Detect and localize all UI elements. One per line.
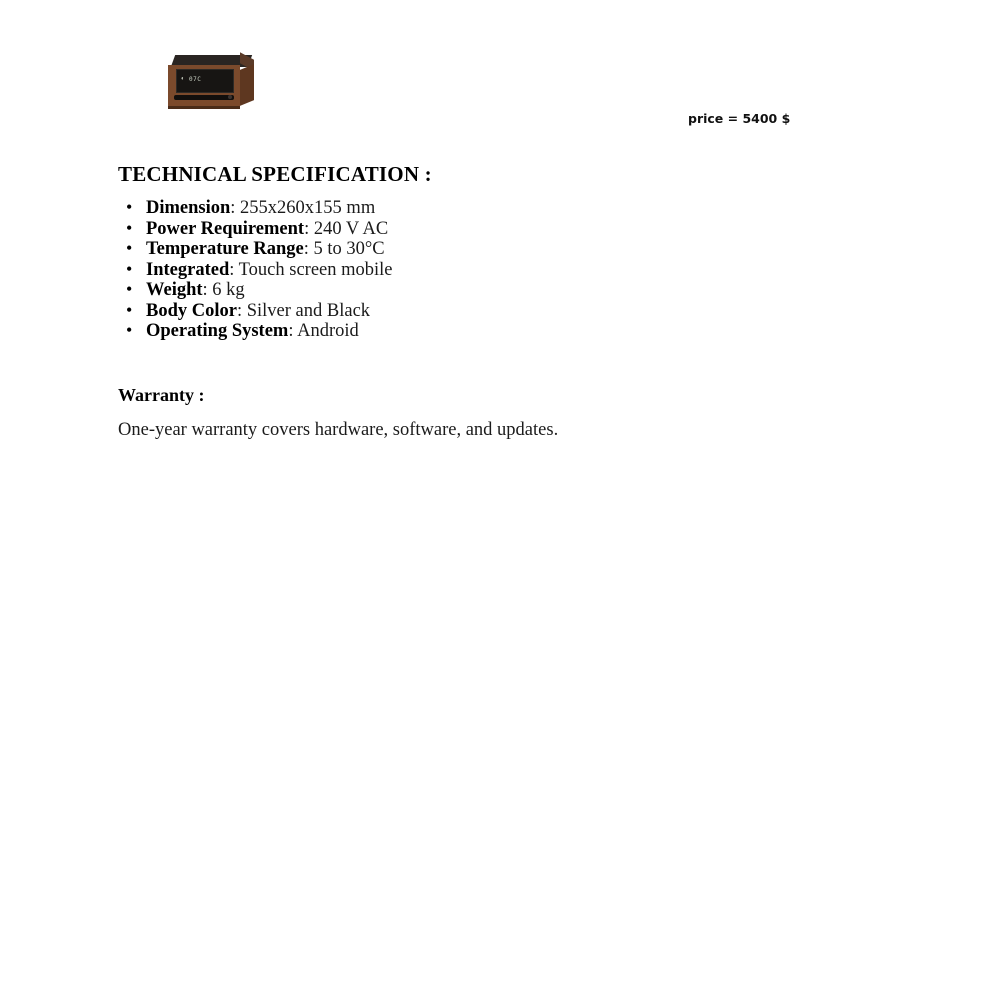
device-slot [174, 95, 234, 100]
device-screen [176, 69, 234, 93]
spec-value: : Android [288, 321, 359, 341]
warranty-title: Warranty : [118, 385, 205, 405]
spec-value: : 5 to 30°C [303, 239, 385, 259]
device-led-indicator [228, 95, 232, 99]
spec-label: Operating System [146, 321, 289, 341]
spec-label: Dimension [146, 198, 231, 218]
list-item [146, 239, 786, 259]
spec-label: Integrated [146, 259, 230, 280]
technical-specification-list [118, 198, 786, 342]
device-screen-text: 07C [189, 76, 202, 83]
list-item [146, 301, 786, 321]
spec-label: Power Requirement [146, 218, 305, 239]
device-side-face [240, 64, 254, 106]
price-label: price = 5400 $ [688, 111, 791, 126]
device-base [168, 106, 240, 109]
list-item [146, 321, 786, 341]
list-item [146, 280, 786, 300]
spec-label: Weight [146, 280, 203, 300]
list-item [146, 198, 786, 218]
wifi-icon: ◐ [181, 76, 185, 82]
spec-value: : 240 V AC [304, 218, 389, 239]
spec-value: : 255x260x155 mm [230, 198, 376, 218]
spec-label: Temperature Range [146, 239, 304, 259]
spec-value: : Touch screen mobile [229, 259, 393, 280]
product-image [168, 55, 258, 110]
technical-specification-title: TECHNICAL SPECIFICATION : [118, 162, 432, 186]
spec-value: : Silver and Black [236, 300, 371, 321]
device-illustration [168, 55, 258, 110]
spec-value: : 6 kg [202, 280, 245, 300]
list-item [146, 260, 786, 280]
spec-label: Body Color [146, 300, 237, 321]
list-item [146, 219, 786, 239]
warranty-text: One-year warranty covers hardware, software, and updates. [118, 420, 559, 440]
